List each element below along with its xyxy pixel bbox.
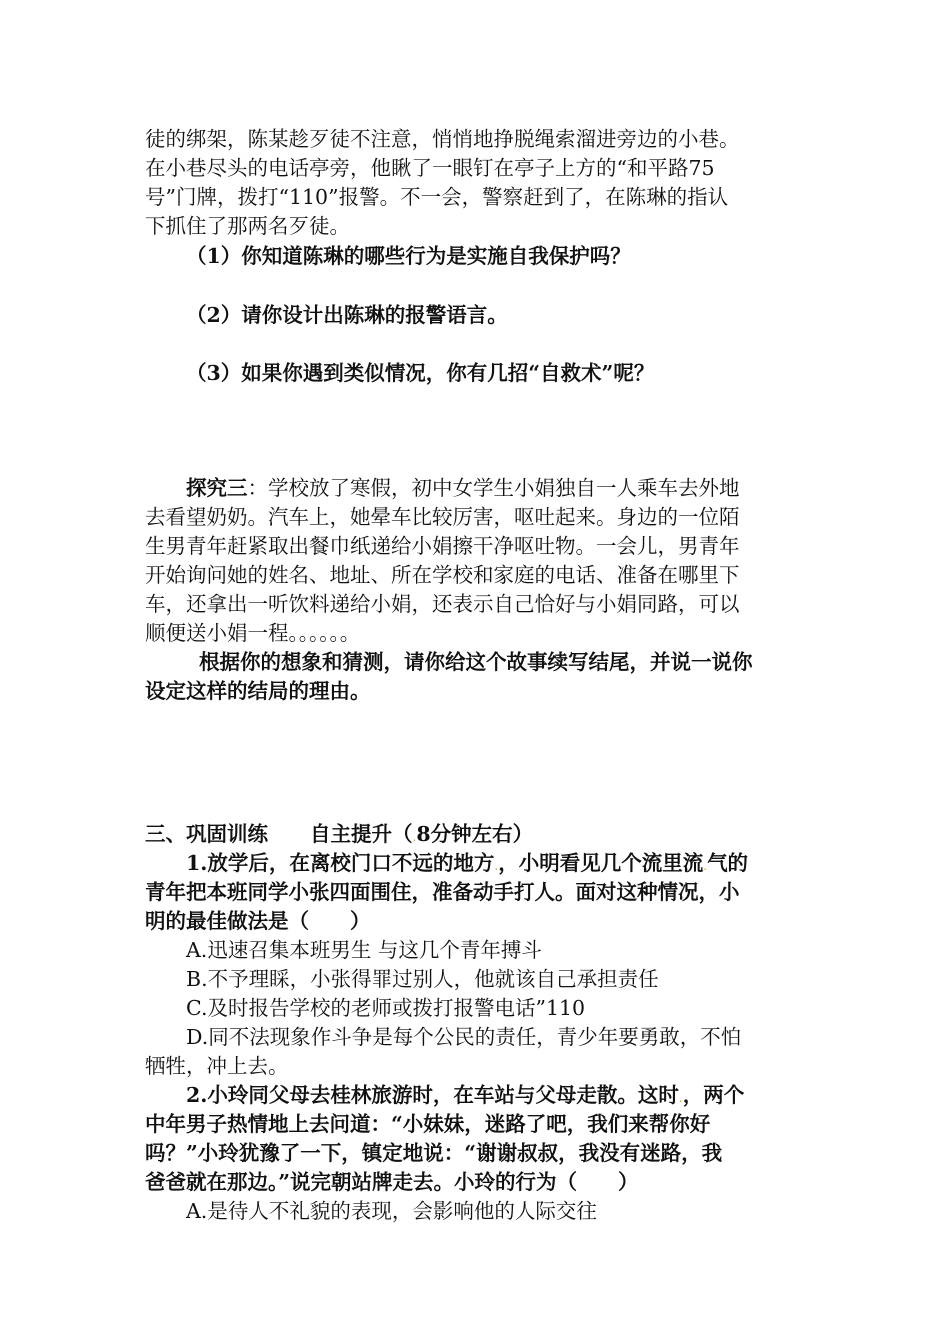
explore-line-1 <box>186 474 740 502</box>
explore-line-4: 开始询问她的姓名、地址、所在学校和家庭的电话、准备在哪里下 <box>145 563 740 587</box>
q2-line-3: 吗？”小玲犹豫了一下，镇定地说：“谢谢叔叔，我没有迷路，我 <box>145 1141 723 1165</box>
q1-line-1a: 1.放学后，在离校门口不远的地方 <box>186 851 495 875</box>
q1-option-a: A.迅速召集本班男生 与这几个青年搏斗 <box>186 938 542 962</box>
case-question-2: （2）请你设计出陈琳的报警语言。 <box>186 303 508 327</box>
section-heading-a: 三、巩固训练 <box>145 822 268 846</box>
explore-task-2: 设定这样的结局的理由。 <box>145 679 371 703</box>
explore-label: 探究三 <box>186 476 248 500</box>
explore-line-1-text: ：学校放了寒假，初中女学生小娟独自一人乘车去外地 <box>247 476 740 500</box>
q2-line-1 <box>186 1081 744 1112</box>
q2-option-a: A.是待人不礼貌的表现，会影响他的人际交往 <box>186 1199 597 1223</box>
q1-option-d: D.同不法现象作斗争是每个公民的责任，青少年要勇敢，不怕 <box>186 1025 742 1049</box>
mark-dot: . <box>494 859 499 873</box>
q2-line-1b: ，两个 <box>682 1083 745 1107</box>
mark-dot: . <box>703 859 708 873</box>
section-heading-c: 8分钟左右） <box>416 822 534 846</box>
case-line-4: 下抓住了那两名歹徒。 <box>145 214 350 238</box>
case-line-2: 在小巷尽头的电话亭旁，他瞅了一眼钉在亭子上方的“和平路75 <box>145 156 715 180</box>
explore-line-6: 顺便送小娟一程。。。。。。 <box>145 621 361 645</box>
q1-option-c: C.及时报告学校的老师或拨打报警电话”110 <box>186 996 586 1020</box>
q1-option-b: B.不予理睬，小张得罪过别人，他就该自己承担责任 <box>186 967 659 991</box>
section-heading-b: 自主提升（ <box>310 822 413 846</box>
case-line-3: 号”门牌，拨打“110”报警。不一会，警察赶到了，在陈琳的指认 <box>145 185 729 209</box>
explore-line-2: 去看望奶奶。汽车上，她晕车比较厉害，呕吐起来。身边的一位陌 <box>145 505 740 529</box>
mark-dot: . <box>412 830 417 844</box>
q1-line-3: 明的最佳做法是（ ） <box>145 909 371 933</box>
explore-task-1: 根据你的想象和猜测，请你给这个故事续写结尾，并说一说你 <box>199 650 753 674</box>
explore-line-3: 生男青年赶紧取出餐巾纸递给小娟擦干净呕吐物。一会儿，男青年 <box>145 534 740 558</box>
q2-line-4: 爸爸就在那边。”说完朝站牌走去。小玲的行为（ ） <box>145 1170 639 1194</box>
case-question-3: （3）如果你遇到类似情况，你有几招“自救术”呢？ <box>186 361 655 385</box>
q1-option-d-cont: 牺牲，冲上去。 <box>145 1054 289 1078</box>
mark-dot: . <box>678 1091 683 1105</box>
section-heading <box>145 820 533 851</box>
q1-line-1 <box>186 849 748 880</box>
q2-line-2: 中年男子热情地上去问道：“小妹妹，迷路了吧，我们来帮你好 <box>145 1112 711 1136</box>
q1-line-1b: ，小明看见几个流里流 <box>498 851 704 875</box>
q1-line-1c: 气的 <box>707 851 749 875</box>
explore-line-5: 车，还拿出一听饮料递给小娟，还表示自己恰好与小娟同路，可以 <box>145 592 740 616</box>
q2-line-1a: 2.小玲同父母去桂林旅游时，在车站与父母走散。这时 <box>186 1083 679 1107</box>
case-question-1: （1）你知道陈琳的哪些行为是实施自我保护吗？ <box>186 244 631 268</box>
case-line-1: 徒的绑架，陈某趁歹徒不注意，悄悄地挣脱绳索溜进旁边的小巷。 <box>145 127 740 151</box>
q1-line-2: 青年把本班同学小张四面围住，准备动手打人。面对这种情况，小 <box>145 880 740 904</box>
